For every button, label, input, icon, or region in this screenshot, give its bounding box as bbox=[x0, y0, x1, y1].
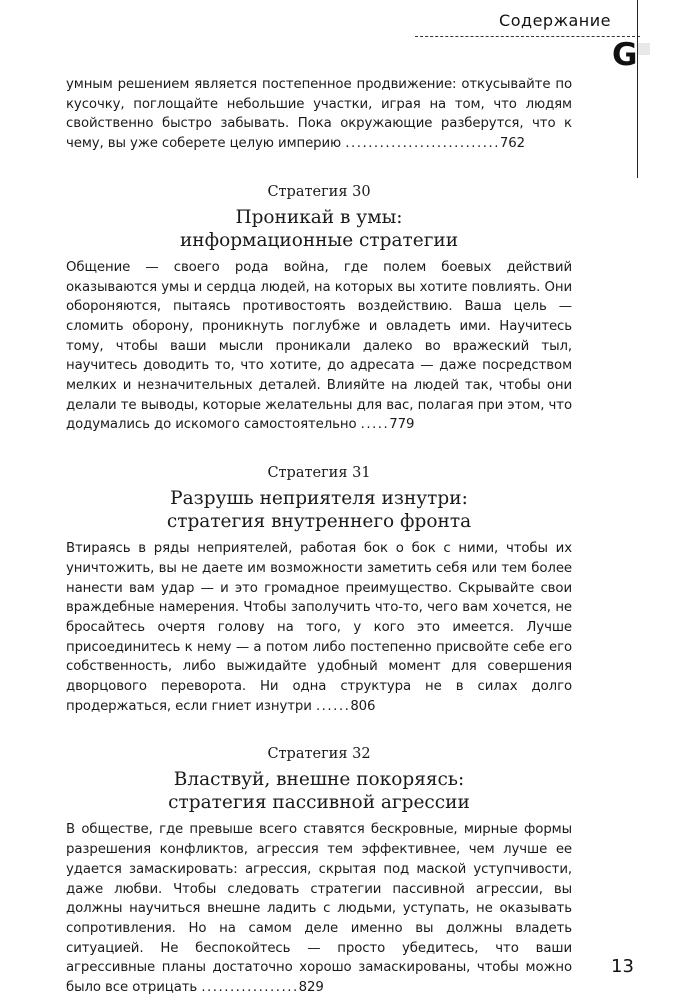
strategy-header-31 bbox=[66, 465, 572, 533]
leader-dots: ................. bbox=[201, 980, 299, 996]
strategy-label: Стратегия 31 bbox=[267, 465, 371, 482]
summary-text: Общение — своего рода война, где полем боевых действий оказываются умы и сердца людей, на которых вы хотите повлиять. Они обороняются, пытаясь противостоять воздействию. Ваша цель — сломить оборону, проникнуть поглубже и овладеть ими. Научитесь тому, чтобы ваши мысли проникали далеко во вражеский тыл, научитесь доводить то, что хотите, до адресата — даже посредством мелких и незначительных деталей. Влияйте на людей так, чтобы они делали те выводы, которые желательны для вас, полагая при этом, что додумались до искомого самостоятельно bbox=[66, 259, 572, 433]
intro-text: умным решением является постепенное продвижение: откусывайте по кусочку, поглощайте небольшие участки, играя на том, что людям свойственно быстро забывать. Пока окружающие разберутся, что к чему, вы уже соберете целую империю bbox=[66, 77, 572, 152]
page-ref: 762 bbox=[499, 136, 526, 152]
summary-text: В обществе, где превыше всего ставятся бескровные, мирные формы разрешения конфликтов, агрессия тем эффективнее, чем лучше ее удается замаскировать: агрессия, скрытая под маской уступчивости, даже любви. Чтобы следовать стратегии пассивной агрессии, вы должны научиться внешне ладить с людьми, уступать, не оказывать сопротивления. Но на самом деле именно вы должны владеть ситуацией. Не беспокойтесь — просто убедитесь, что ваши агрессивные планы достаточно хорошо замаскированы, чтобы можно было все отрицать bbox=[66, 822, 572, 996]
chapter-badge-letter: G bbox=[612, 36, 638, 73]
strategy-title: Проникай в умы: bbox=[235, 206, 403, 228]
page-ref: 829 bbox=[298, 980, 324, 996]
strategy-summary-30 bbox=[66, 258, 572, 435]
leader-dots: ..... bbox=[360, 417, 390, 433]
strategy-subtitle: информационные стратегии bbox=[179, 229, 459, 251]
chapter-badge bbox=[612, 36, 650, 73]
badge-tab bbox=[638, 43, 650, 55]
intro-paragraph bbox=[66, 75, 572, 154]
page-number: 13 bbox=[611, 956, 634, 977]
leader-dots: ...... bbox=[315, 698, 351, 714]
strategy-label: Стратегия 30 bbox=[267, 183, 371, 200]
strategy-title: Разрушь неприятеля изнутри: bbox=[170, 488, 468, 510]
header-rule bbox=[415, 36, 640, 37]
leader-dots: ........................... bbox=[345, 136, 500, 152]
strategy-summary-32 bbox=[66, 820, 572, 997]
summary-text: Втираясь в ряды неприятелей, работая бок о бок с ними, чтобы их уничтожить, вы не даете им возможности заметить себя или тем более нанести вам удар — и это громадное преимущество. Скрывайте свои враждебные намерения. Чтобы заполучить что-то, чего вам хочется, не бросайтесь очертя голову на того, у кого это имеется. Лучше присоединитесь к нему — а потом либо постепенно присвойте себе его собственность, либо выжидайте удобный момент для совершения дворцового переворота. Ни одна структура не в силах долго продержаться, если гниет изнутри bbox=[66, 541, 572, 714]
section-header: Содержание bbox=[499, 11, 611, 30]
page-ref: 779 bbox=[389, 417, 415, 433]
strategy-header-30 bbox=[66, 184, 572, 252]
strategy-header-32 bbox=[66, 746, 572, 814]
page-ref: 806 bbox=[350, 698, 376, 714]
toc-content bbox=[66, 75, 572, 998]
strategy-title: Властвуй, внешне покоряясь: bbox=[173, 769, 465, 791]
strategy-label: Стратегия 32 bbox=[267, 746, 371, 763]
strategy-summary-31 bbox=[66, 539, 572, 716]
strategy-subtitle: стратегия внутреннего фронта bbox=[166, 511, 472, 533]
strategy-subtitle: стратегия пассивной агрессии bbox=[168, 792, 470, 814]
margin-rule bbox=[637, 0, 638, 178]
